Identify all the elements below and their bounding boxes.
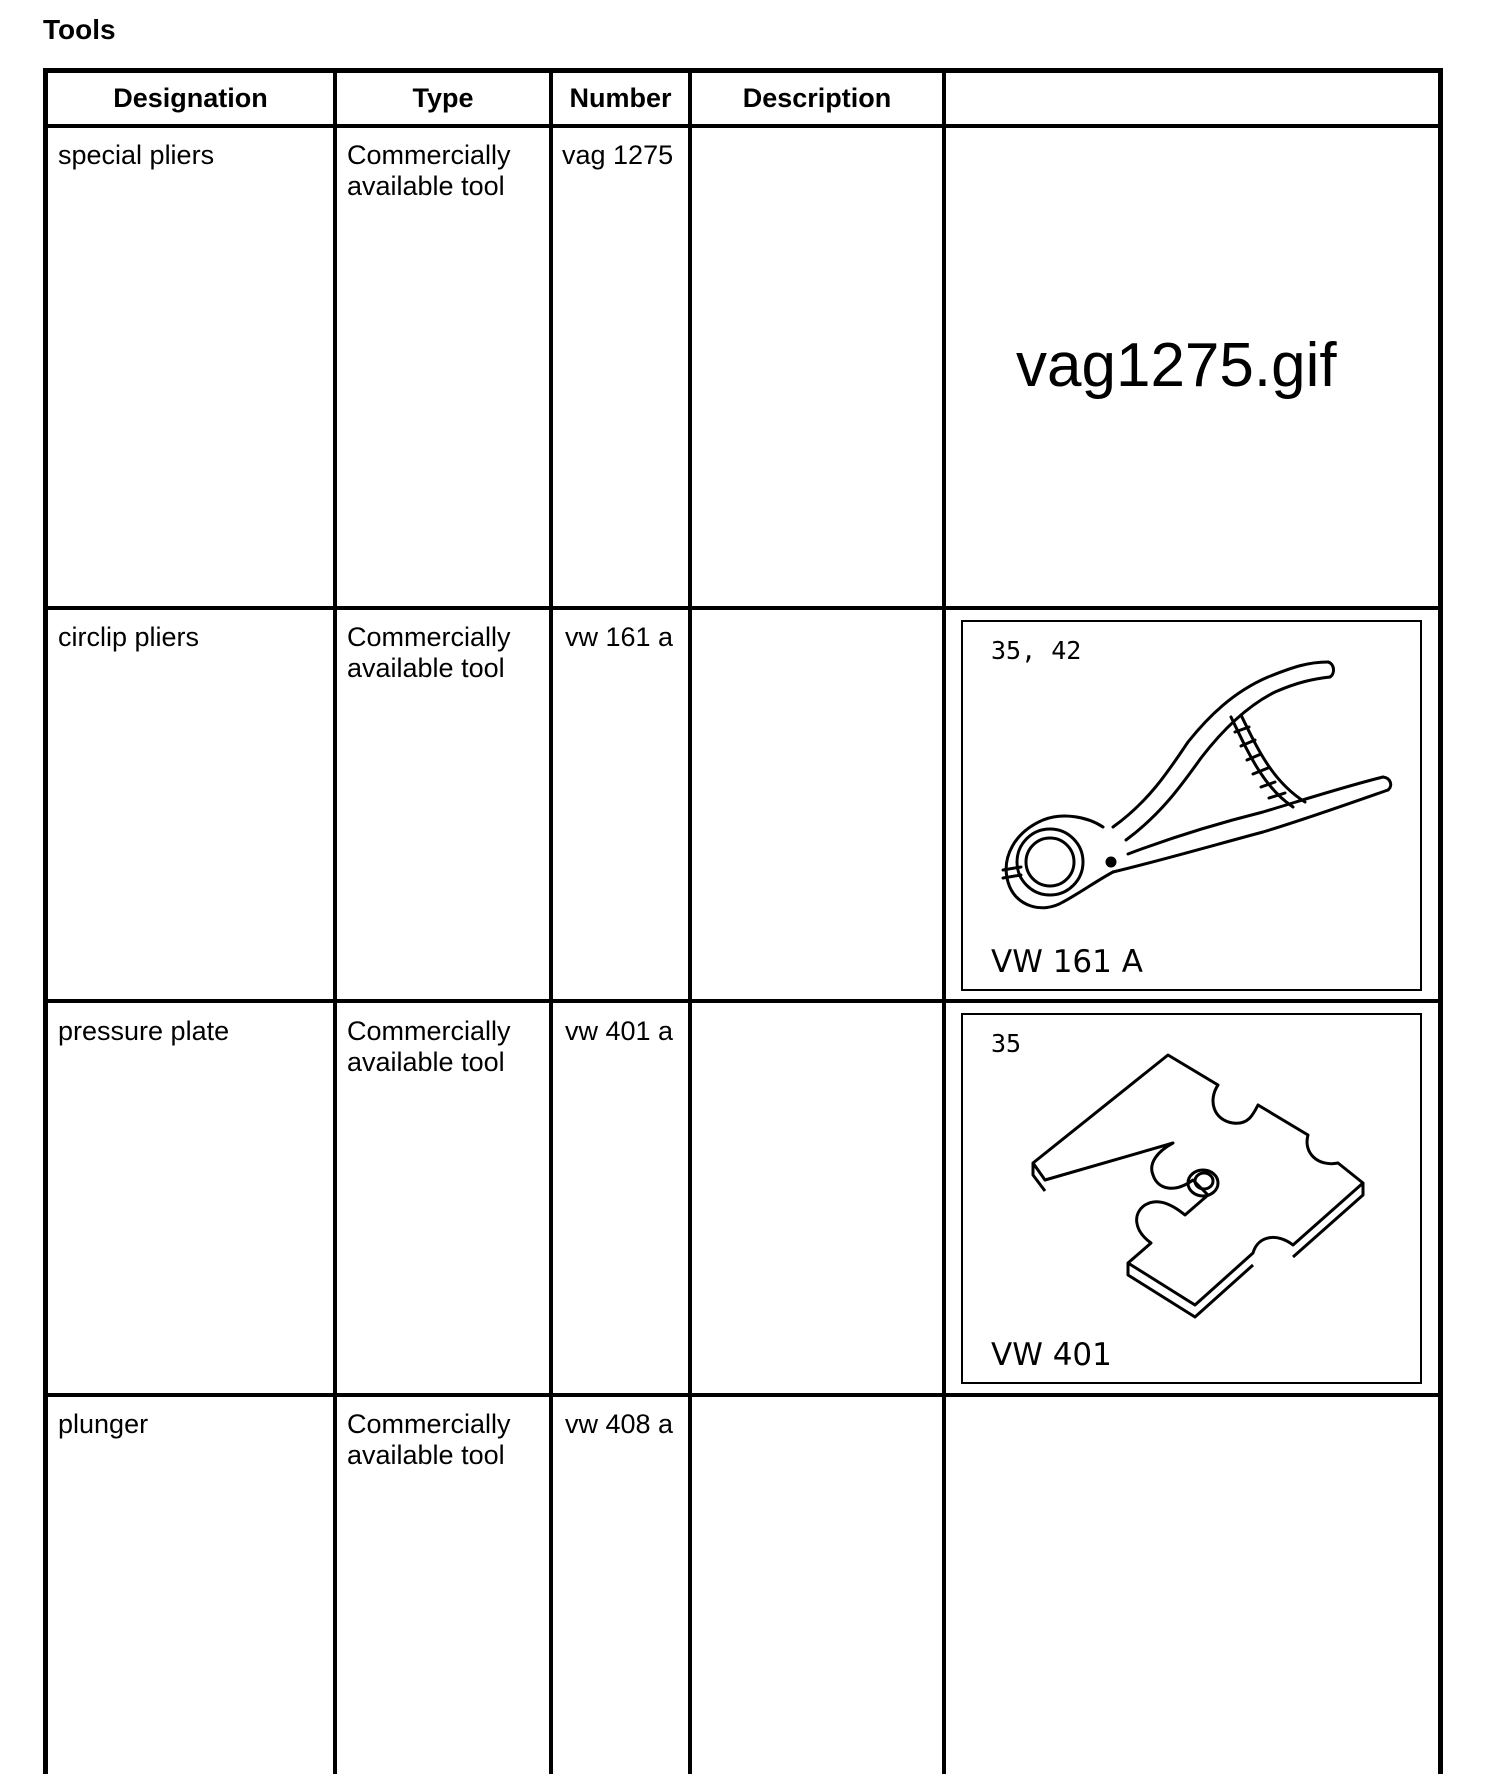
column-divider (942, 68, 946, 1774)
figure-page-ref: 35, 42 (991, 636, 1082, 665)
figure-label: VW 401 (991, 1337, 1112, 1373)
number-cell: vag 1275 (562, 140, 674, 170)
row-divider (43, 1393, 1443, 1397)
type-cell: Commercially available tool (347, 1016, 511, 1077)
table-border-top (43, 68, 1443, 73)
figure-page-ref: 35 (991, 1029, 1022, 1058)
type-cell: Commercially available tool (347, 622, 511, 683)
table-border-left (43, 68, 48, 1774)
table-border-right (1438, 68, 1443, 1774)
page-title: Tools (43, 14, 116, 45)
tool-figure (961, 620, 1422, 991)
number-cell: vw 401 a (565, 1016, 674, 1046)
column-divider (333, 68, 337, 1774)
number-cell: vw 408 a (565, 1409, 674, 1439)
row-divider (43, 999, 1443, 1003)
designation-cell: circlip pliers (58, 622, 200, 652)
type-cell: Commercially available tool (347, 140, 511, 201)
designation-cell: special pliers (58, 140, 215, 170)
column-header-designation: Designation (113, 83, 268, 113)
designation-cell: pressure plate (58, 1016, 230, 1046)
type-cell: Commercially available tool (347, 1409, 511, 1470)
row-divider (43, 124, 1443, 128)
column-header-number: Number (569, 83, 672, 113)
circlip-pliers-drawing-icon (963, 622, 1420, 989)
figure-label: VW 161 A (991, 944, 1143, 980)
column-header-type: Type (412, 83, 474, 113)
column-divider (549, 68, 553, 1774)
column-header-description: Description (742, 83, 892, 113)
number-cell: vw 161 a (565, 622, 674, 652)
column-divider (688, 68, 692, 1774)
pressure-plate-drawing-icon (963, 1015, 1420, 1382)
designation-cell: plunger (58, 1409, 149, 1439)
tool-figure (961, 1013, 1422, 1384)
missing-image-filename: vag1275.gif (1016, 331, 1337, 400)
row-divider (43, 606, 1443, 610)
